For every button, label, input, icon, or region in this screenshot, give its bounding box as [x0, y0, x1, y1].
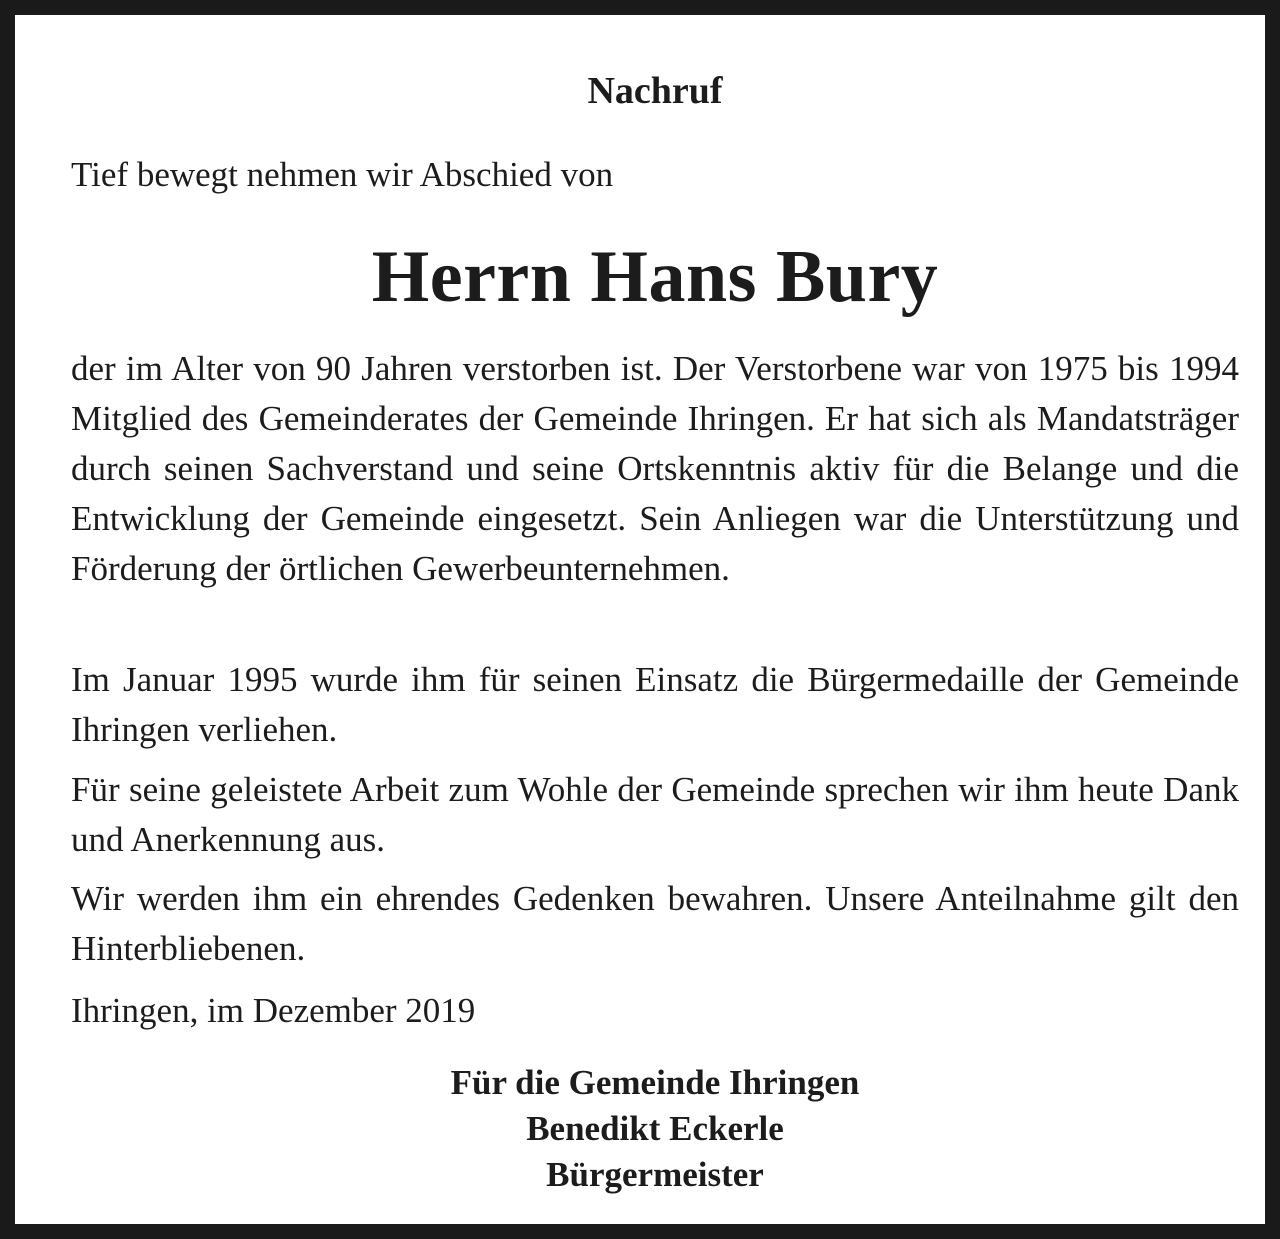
paragraph-thanks: Für seine geleistete Arbeit zum Wohle der Gemeinde sprechen wir ihm heute Dank und Anerkennung aus. [71, 770, 1239, 859]
paragraph-condolence: Wir werden ihm ein ehrendes Gedenken bewahren. Unsere Anteilnahme gilt den Hinterbliebenen. [71, 879, 1239, 968]
paragraph-biography: der im Alter von 90 Jahren verstorben ist. Der Verstorbene war von 1975 bis 1994 Mitglied des Gemeinderates der Gemeinde Ihringen. Er hat sich als Mandatsträger durch seinen Sachverstand und seine Ortskenntnis aktiv für die Belange und die Entwicklung der Gemeinde eingesetzt. Sein Anliegen war die Unterstützung und Förderung der örtlichen Gewerbeunternehmen. [71, 349, 1239, 588]
deceased-name: Herrn Hans Bury [371, 236, 939, 318]
signature-organization: Für die Gemeinde Ihringen [450, 1063, 860, 1102]
intro-line: Tief bewegt nehmen wir Abschied von [71, 155, 614, 194]
notice-heading: Nachruf [587, 70, 723, 112]
place-date: Ihringen, im Dezember 2019 [71, 991, 476, 1030]
paragraph-medal: Im Januar 1995 wurde ihm für seinen Einsatz die Bürgermedaille der Gemeinde Ihringen verliehen. [71, 660, 1239, 749]
signature-role: Bürgermeister [546, 1155, 764, 1194]
signature-person: Benedikt Eckerle [526, 1109, 784, 1148]
signature-block [71, 1060, 1239, 1198]
